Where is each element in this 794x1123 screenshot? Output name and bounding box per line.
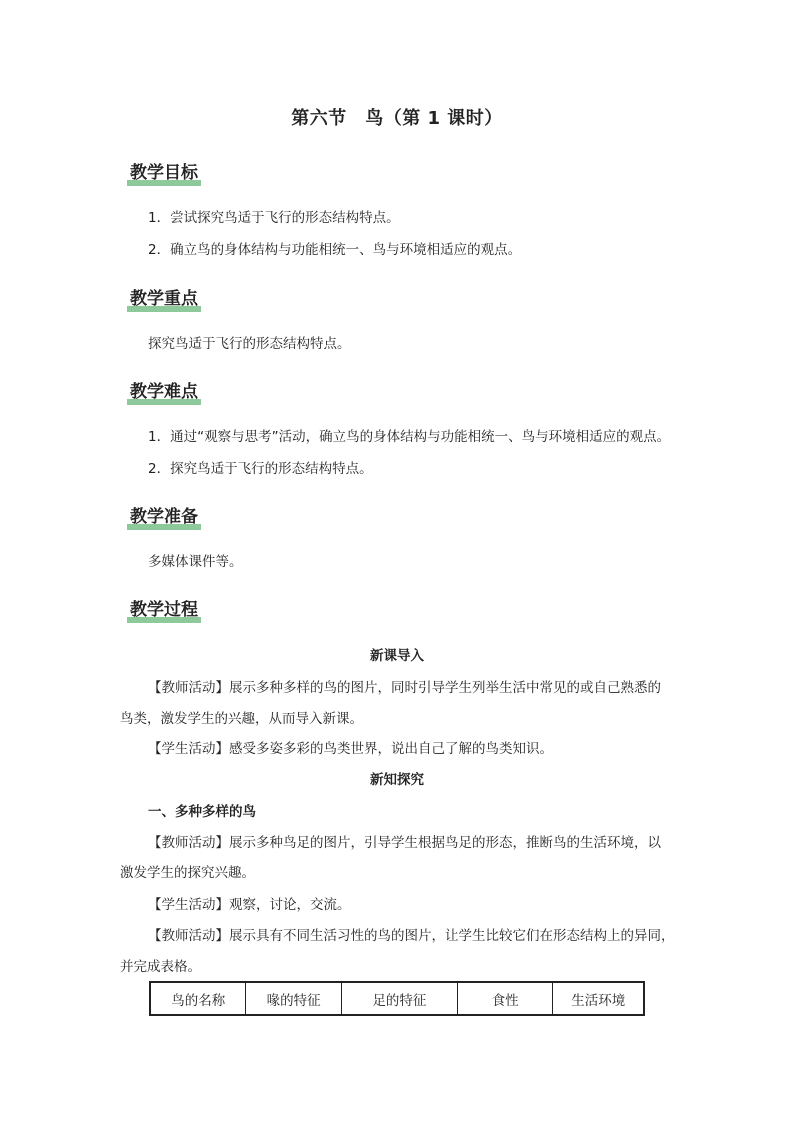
difficulty-item-1: 1．通过“观察与思考”活动，确立鸟的身体结构与功能相统一、鸟与环境相适应的观点。 (148, 429, 671, 445)
page-title: 第六节 鸟（第 1 课时） (291, 108, 503, 129)
preparation-text: 多媒体课件等。 (148, 554, 243, 570)
section-heading-objectives: 教学目标 (127, 160, 201, 186)
sub1-teacher-activity2-line-2: 并完成表格。 (120, 959, 201, 975)
table-header-cell: 鸟的名称 (150, 982, 246, 1015)
section-heading-difficulties: 教学难点 (127, 379, 201, 405)
difficulty-item-2: 2．探究鸟适于飞行的形态结构特点。 (148, 461, 373, 477)
table-header-row (150, 982, 644, 1015)
objective-item-1: 1．尝试探究鸟适于飞行的形态结构特点。 (148, 210, 400, 226)
table-header-cell: 食性 (457, 982, 552, 1015)
table-header-cell: 喙的特征 (246, 982, 341, 1015)
intro-teacher-activity-line-1: 【教师活动】展示多种多样的鸟的图片，同时引导学生列举生活中常见的或自己熟悉的 (148, 680, 661, 696)
table-header-cell: 足的特征 (341, 982, 457, 1015)
key-points-text: 探究鸟适于飞行的形态结构特点。 (148, 336, 351, 352)
section-heading-preparation: 教学准备 (127, 504, 201, 530)
section-heading-process: 教学过程 (127, 597, 201, 623)
subsection-title-diverse-birds: 一、多种多样的鸟 (148, 804, 256, 820)
sub1-teacher-activity-line-2: 激发学生的探究兴趣。 (120, 865, 255, 881)
bird-feature-table (149, 981, 645, 1016)
explore-title: 新知探究 (370, 772, 424, 788)
section-heading-key-points: 教学重点 (127, 286, 201, 312)
table-header-cell: 生活环境 (553, 982, 644, 1015)
objective-item-2: 2．确立鸟的身体结构与功能相统一、鸟与环境相适应的观点。 (148, 242, 522, 258)
sub1-teacher-activity2-line-1: 【教师活动】展示具有不同生活习性的鸟的图片，让学生比较它们在形态结构上的异同， (148, 928, 675, 944)
intro-student-activity: 【学生活动】感受多姿多彩的鸟类世界，说出自己了解的鸟类知识。 (148, 741, 553, 757)
sub1-student-activity: 【学生活动】观察，讨论，交流。 (148, 897, 351, 913)
intro-title: 新课导入 (370, 648, 424, 664)
intro-teacher-activity-line-2: 鸟类，激发学生的兴趣，从而导入新课。 (120, 711, 363, 727)
sub1-teacher-activity-line-1: 【教师活动】展示多种鸟足的图片，引导学生根据鸟足的形态，推断鸟的生活环境，以 (148, 835, 661, 851)
